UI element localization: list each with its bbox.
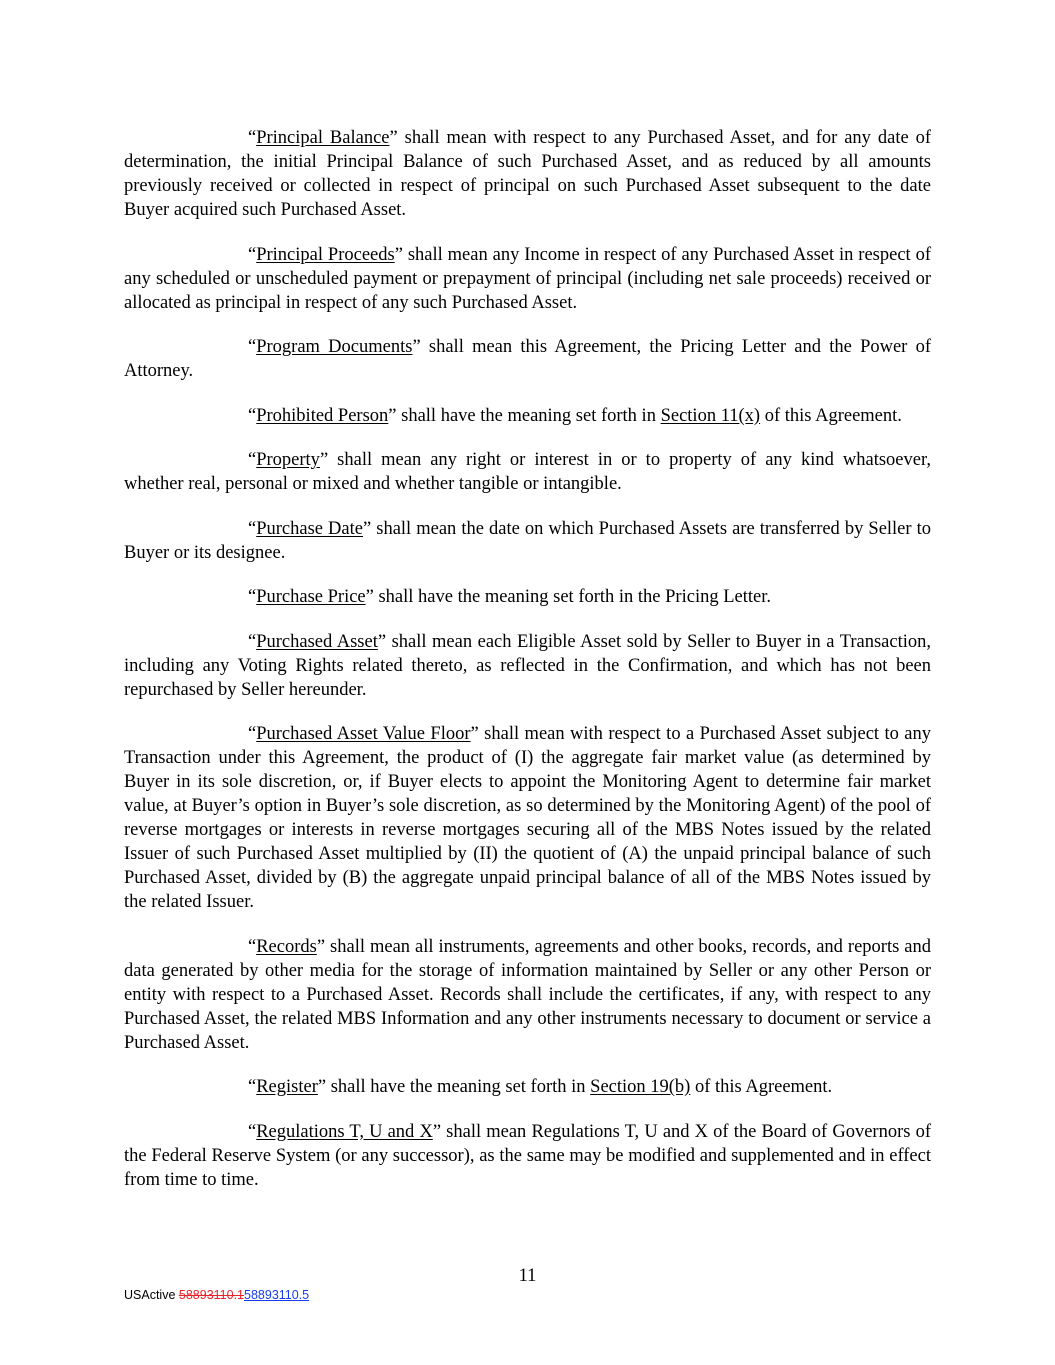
definition-records: “Records” shall mean all instruments, agreements and other books, records, and reports and data generated by other media for the storage of information maintained by Seller or any other Person or entity with respect to a Purchased Asset. Records shall include the certificates, if any, with respect to any Purchased Asset, the related MBS Information and any other instruments necessary to document or service a Purchased Asset.	[124, 936, 931, 1053]
definition-principal-proceeds: “Principal Proceeds” shall mean any Income in respect of any Purchased Asset in respect of any scheduled or unscheduled payment or prepayment of principal (including net sale proceeds) received or allocated as principal in respect of any such Purchased Asset.	[124, 244, 931, 313]
section-reference: Section 11(x)	[660, 405, 761, 426]
defined-term: Prohibited Person	[256, 405, 389, 426]
definition-purchased-asset-value-floor: “Purchased Asset Value Floor” shall mean with respect to a Purchased Asset subject to any Transaction under this Agreement, the product of (I) the aggregate fair market value (as determined by Buyer in its sole discretion, or, if Buyer elects to appoint the Monitoring Agent to determine fair market value, at Buyer’s option in Buyer’s sole discretion, as so determined by the Monitoring Agent) of the pool of reverse mortgages or interests in reverse mortgages securing all of the MBS Notes issued by the related Issuer of such Purchased Asset multiplied by (II) the quotient of (A) the unpaid principal balance of such Purchased Asset, divided by (B) the aggregate unpaid principal balance of all of the MBS Notes issued by the related Issuer.	[124, 724, 932, 912]
defined-term: Program Documents	[256, 337, 413, 357]
footer-label: USActive	[124, 1288, 179, 1302]
definition-program-documents: “Program Documents” shall mean this Agreement, the Pricing Letter and the Power of Attorney.	[124, 337, 931, 381]
defined-term: Purchased Asset	[256, 631, 378, 652]
inserted-document-id: 58893110.5	[244, 1288, 310, 1302]
defined-term: Purchase Date	[256, 518, 363, 539]
document-id-footer	[124, 1288, 309, 1302]
definition-purchase-price: “Purchase Price” shall have the meaning set forth in the Pricing Letter.	[248, 587, 771, 607]
defined-term: Records	[256, 936, 317, 957]
page-number: 11	[518, 1266, 537, 1286]
defined-term: Principal Balance	[256, 128, 390, 148]
document-body	[124, 126, 931, 1212]
definition-purchase-date: “Purchase Date” shall mean the date on which Purchased Assets are transferred by Seller to Buyer or its designee.	[124, 518, 931, 563]
definition-purchased-asset: “Purchased Asset” shall mean each Eligible Asset sold by Seller to Buyer in a Transaction, including any Voting Rights related thereto, as reflected in the Confirmation, and which has not been repurchased by Seller hereunder.	[124, 631, 931, 700]
definition-principal-balance: “Principal Balance” shall mean with respect to any Purchased Asset, and for any date of determination, the initial Principal Balance of such Purchased Asset, and as reduced by all amounts previously received or collected in respect of principal on such Purchased Asset subsequent to the date Buyer acquired such Purchased Asset.	[124, 128, 931, 220]
defined-term: Principal Proceeds	[256, 244, 395, 265]
defined-term: Purchase Price	[256, 587, 366, 607]
defined-term: Property	[256, 450, 320, 470]
section-reference: Section 19(b)	[590, 1077, 691, 1097]
deleted-document-id: 58893110.1	[178, 1288, 245, 1302]
definition-property: “Property” shall mean any right or interest in or to property of any kind whatsoever, whether real, personal or mixed and whether tangible or intangible.	[124, 450, 931, 494]
defined-term: Regulations T, U and X	[256, 1121, 433, 1142]
defined-term: Purchased Asset Value Floor	[256, 724, 471, 744]
definition-regulations-t-u-x: “Regulations T, U and X” shall mean Regulations T, U and X of the Board of Governors of the Federal Reserve System (or any successor), as the same may be modified and supplemented and in effect from time to time.	[124, 1121, 931, 1190]
definition-register: “Register” shall have the meaning set forth in Section 19(b) of this Agreement.	[248, 1077, 833, 1097]
definition-prohibited-person: “Prohibited Person” shall have the meaning set forth in Section 11(x) of this Agreement.	[248, 405, 902, 426]
defined-term: Register	[256, 1077, 318, 1097]
